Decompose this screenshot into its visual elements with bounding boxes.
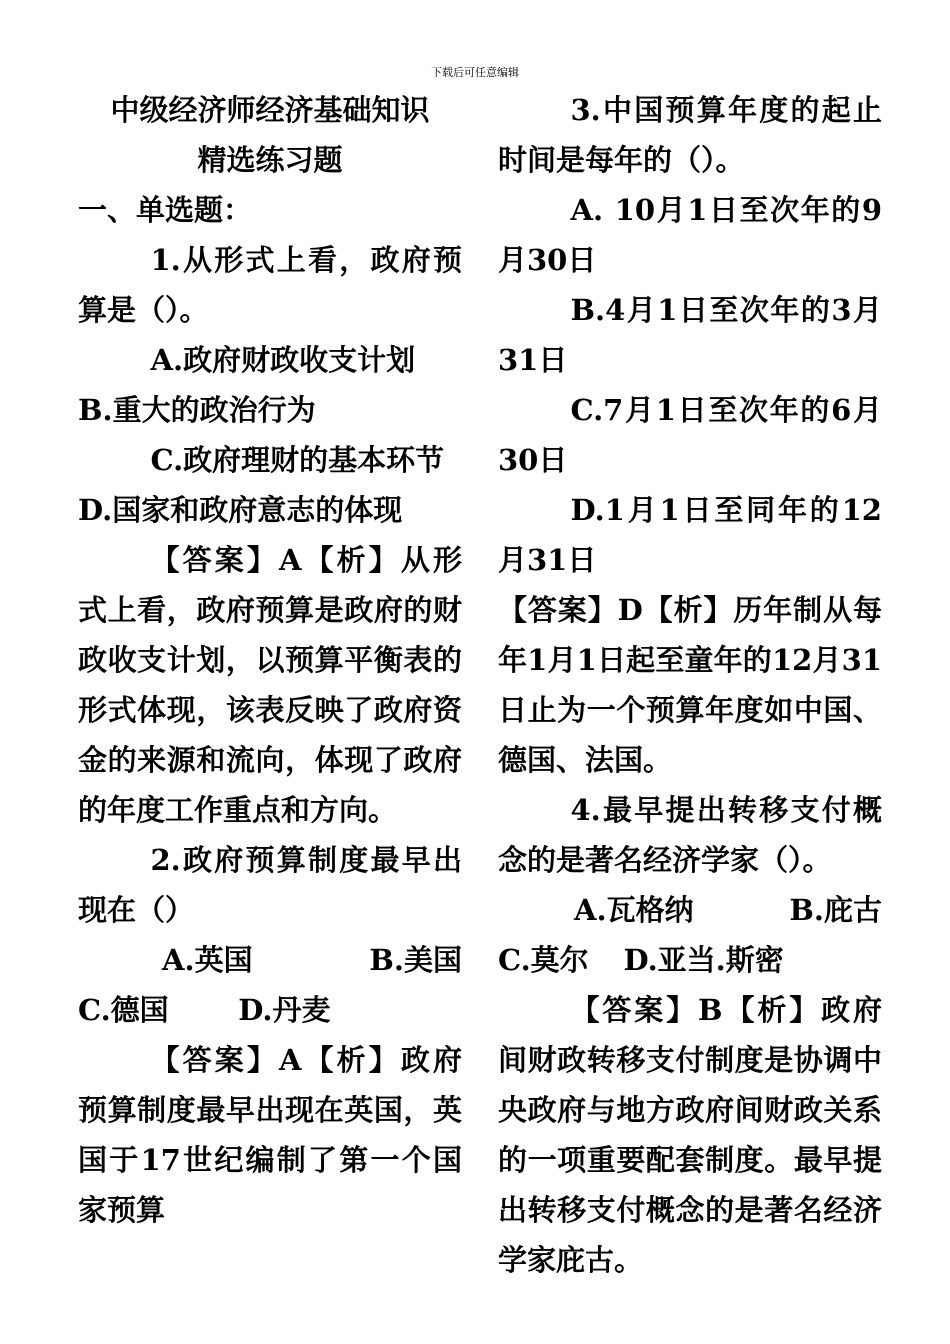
question-2-stem: 2.政府预算制度最早出现在（） <box>78 843 462 927</box>
question-1-option-c: C.政府理财的基本环节 <box>150 443 445 477</box>
question-2-options-row1 <box>78 935 462 985</box>
document-title-line1: 中级经济师经济基础知识 <box>110 93 430 127</box>
question-3-answer: 【答案】D【析】历年制从每年1月1日起至童年的12月31日止为一个预算年度如中国、德国、法国。 <box>498 593 882 777</box>
question-1-option-d: D.国家和政府意志的体现 <box>78 493 403 527</box>
question-4-option-a: A.瓦格纳 <box>574 893 694 927</box>
question-2-answer: 【答案】A【析】政府预算制度最早出现在英国，英国于17世纪编制了第一个国家预算 <box>78 1043 462 1227</box>
question-3-option-c: C.7月1日至次年的6月30日 <box>498 393 882 477</box>
question-3-option-a: A. 10月1日至次年的9月30日 <box>498 193 882 277</box>
header-note: 下载后可任意编辑 <box>431 66 519 79</box>
document-title-line2: 精选练习题 <box>197 143 343 177</box>
question-4-options-row2 <box>498 935 882 985</box>
question-3-option-b: B.4月1日至次年的3月31日 <box>498 293 882 377</box>
question-2-option-b: B.美国 <box>369 943 462 977</box>
question-1-stem: 1.从形式上看，政府预算是（）。 <box>78 243 462 327</box>
question-1-answer: 【答案】A【析】从形式上看，政府预算是政府的财政收支计划，以预算平衡表的形式体现，该表反映了政府资金的来源和流向，体现了政府的年度工作重点和方向。 <box>78 543 462 827</box>
question-4-answer: 【答案】B【析】政府间财政转移支付制度是协调中央政府与地方政府间财政关系的一项重要配套制度。最早提出转移支付概念的是著名经济学家庇古。 <box>498 993 882 1277</box>
question-4-option-b: B.庇古 <box>789 893 882 927</box>
question-1-option-a: A.政府财政收支计划 <box>150 343 416 377</box>
question-1-option-b: B.重大的政治行为 <box>78 393 316 427</box>
question-2-option-c: C.德国 <box>78 993 169 1027</box>
left-column <box>78 85 462 1235</box>
right-column <box>498 85 882 1285</box>
question-4-options-row1 <box>498 885 882 935</box>
question-2-option-d: D.丹麦 <box>238 993 331 1027</box>
question-4-option-c: C.莫尔 <box>498 943 589 977</box>
section-heading: 一、单选题： <box>78 193 253 227</box>
question-2-options-row2 <box>78 985 462 1035</box>
question-3-stem: 3.中国预算年度的起止时间是每年的（）。 <box>498 93 882 177</box>
question-4-stem: 4.最早提出转移支付概念的是著名经济学家（）。 <box>498 793 882 877</box>
question-3-option-d: D.1月1日至同年的12月31日 <box>498 493 882 577</box>
question-2-option-a: A.英国 <box>162 943 253 977</box>
question-4-option-d: D.亚当.斯密 <box>623 943 784 977</box>
